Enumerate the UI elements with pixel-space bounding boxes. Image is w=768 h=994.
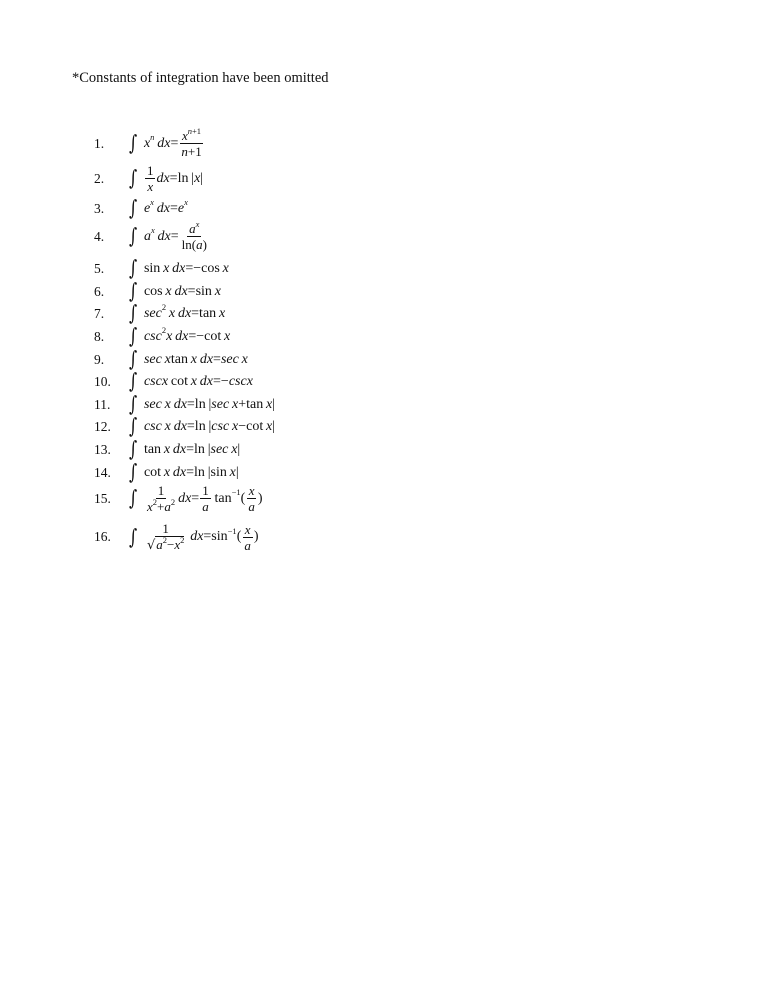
- integration-note: *Constants of integration have been omitted: [72, 70, 329, 86]
- formula-expression: ∫ csc $^2$ x dx =−cot x: [129, 324, 231, 348]
- formula-number: 8.: [94, 328, 105, 344]
- formula-expression: ∫ a $^x$ dx = $\frac{a^x}{\ln(a)}$: [129, 219, 207, 252]
- formula-row-14: [94, 462, 239, 483]
- formula-number: 15.: [94, 490, 111, 506]
- formula-expression: ∫ csc x dx =ln | csc x −cot x |: [129, 414, 276, 438]
- integral-sign-icon: ∫: [129, 256, 138, 280]
- integral-sign-icon: ∫: [129, 224, 138, 248]
- formula-expression: ∫ sin x dx =−cos x: [129, 256, 229, 280]
- formula-row-3: [94, 198, 188, 219]
- integral-sign-icon: ∫: [129, 437, 138, 461]
- square-root-icon: √: [146, 538, 156, 553]
- integral-sign-icon: ∫: [129, 196, 138, 220]
- integral-sign-icon: ∫: [129, 460, 138, 484]
- formula-row-7: [94, 303, 225, 324]
- formula-number: 9.: [94, 351, 105, 367]
- integral-sign-icon: ∫: [129, 414, 138, 438]
- formula-row-6: [94, 281, 221, 302]
- integral-sign-icon: ∫: [129, 166, 138, 190]
- formula-row-1: [94, 126, 205, 159]
- formula-row-15: [94, 484, 263, 513]
- formula-number: 6.: [94, 283, 105, 299]
- formula-row-5: [94, 258, 229, 279]
- formula-expression: ∫ x $^n$ dx = $\frac{x^{n+1}}{n+1}$: [129, 126, 202, 159]
- formula-expression: ∫ sec x dx =ln | sec x +tan x |: [129, 392, 276, 416]
- formula-row-16: [94, 522, 259, 552]
- integral-sign-icon: ∫: [129, 347, 138, 371]
- integral-sign-icon: ∫: [129, 324, 138, 348]
- formula-number: 10.: [94, 373, 111, 389]
- integral-sign-icon: ∫: [129, 524, 138, 549]
- formula-number: 14.: [94, 464, 111, 480]
- formula-row-8: [94, 326, 230, 347]
- formula-expression: ∫ $\frac{1}{x}$ dx =ln | x |: [129, 163, 204, 194]
- formula-number: 3.: [94, 200, 105, 216]
- formula-row-11: [94, 394, 275, 415]
- formula-number: 11.: [94, 396, 111, 412]
- formula-number: 1.: [94, 135, 105, 151]
- formula-expression: ∫ tan x dx =ln | sec x |: [129, 437, 241, 461]
- formula-number: 4.: [94, 228, 105, 244]
- integral-sign-icon: ∫: [129, 279, 138, 303]
- formula-number: 2.: [94, 170, 105, 186]
- formula-number: 16.: [94, 529, 111, 545]
- formula-row-10: [94, 371, 253, 392]
- formula-expression: ∫ sec $^2$ x dx =tan x: [129, 301, 226, 325]
- formula-number: 12.: [94, 418, 111, 434]
- formula-expression: ∫ cot x dx =ln |sin x |: [129, 460, 239, 484]
- formula-row-4: [94, 219, 210, 252]
- formula-expression: ∫ sec x tan x dx = sec x: [129, 347, 248, 371]
- integral-sign-icon: ∫: [129, 301, 138, 325]
- formula-number: 5.: [94, 260, 105, 276]
- formula-number: 7.: [94, 305, 105, 321]
- integral-sign-icon: ∫: [129, 369, 138, 393]
- integral-sign-icon: ∫: [129, 392, 138, 416]
- integral-sign-icon: ∫: [129, 131, 138, 155]
- formula-expression: ∫ e $^x$ dx = e $^x$: [129, 196, 188, 220]
- formula-expression: ∫ $\frac{1}{√a^2-x^2}$ dx =sin $^{-1}$ ( $\frac{x}{a}$ ): [129, 521, 259, 553]
- formula-row-2: [94, 164, 203, 193]
- formula-number: 13.: [94, 441, 111, 457]
- integral-sign-icon: ∫: [129, 486, 138, 510]
- formula-row-9: [94, 349, 248, 370]
- formula-row-13: [94, 439, 240, 460]
- formula-expression: ∫ cscx cot x dx =− cscx: [129, 369, 253, 393]
- formula-expression: ∫ $\frac{1}{x^2+a^2}$ dx = $\frac{1}{a}$ tan $^{-1}$ ( $\frac{x}{a}$ ): [129, 483, 263, 514]
- formula-row-12: [94, 416, 275, 437]
- formula-expression: ∫ cos x dx =sin x: [129, 279, 221, 303]
